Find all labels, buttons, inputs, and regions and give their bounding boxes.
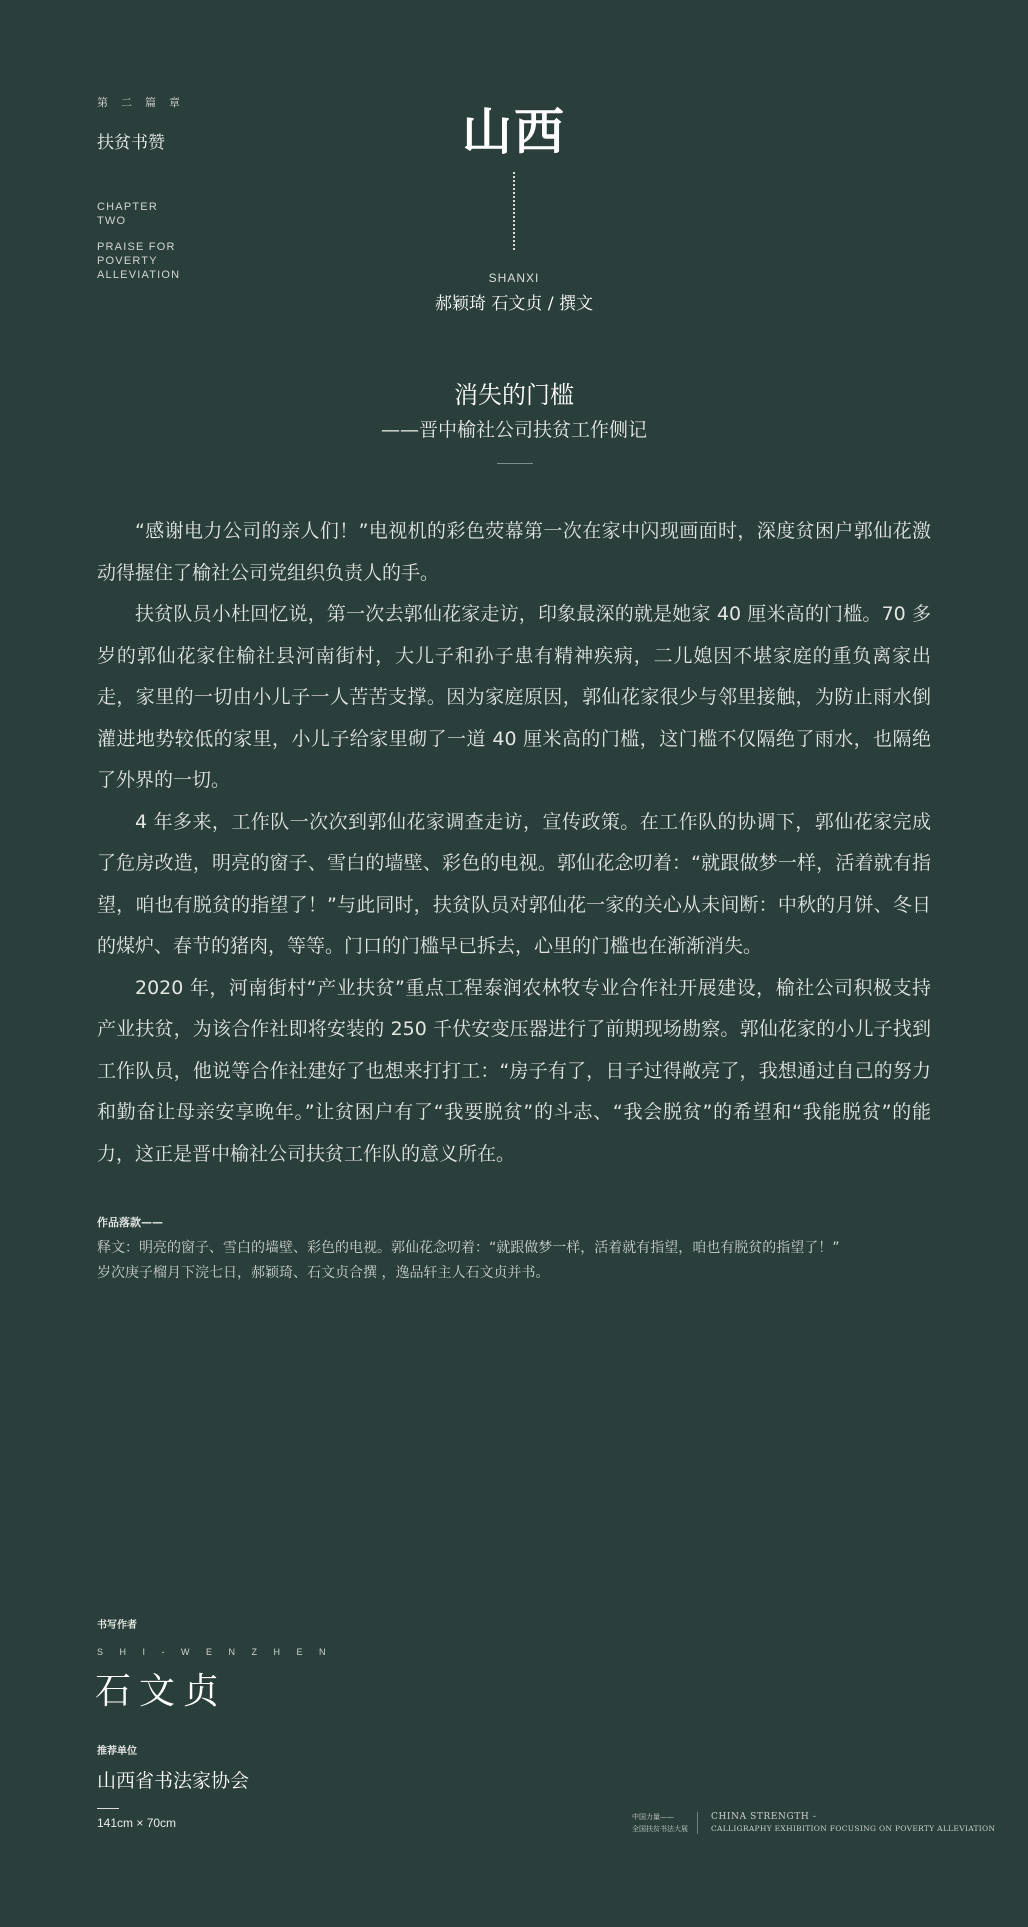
footer-cn-line: 全国扶贫书法大展 [632, 1825, 688, 1833]
inscription-text [97, 1236, 957, 1286]
praise-en [97, 240, 180, 282]
chapter-subtitle: 扶贫书赞 [97, 133, 165, 153]
chapter-en [97, 200, 158, 228]
province-title: 山西 [462, 102, 566, 161]
footer-cn-line: 中国力量—— [632, 1813, 674, 1821]
article-title: 消失的门槛 [454, 381, 574, 409]
praise-en-line: PRAISE FOR [97, 241, 176, 253]
author-name: 石文贞 [95, 1671, 228, 1712]
size-rule [97, 1808, 119, 1809]
inscription-heading: 作品落款—— [97, 1216, 163, 1229]
article-body [97, 511, 931, 1175]
chapter-en-line: CHAPTER [97, 201, 158, 213]
artwork-size: 141cm × 70cm [97, 1816, 177, 1830]
footer-en [711, 1811, 995, 1835]
article-paragraph: “感谢电力公司的亲人们！”电视机的彩色荧幕第一次在家中闪现画面时，深度贫困户郭仙花激动得握住了榆社公司党组织负责人的手。 [97, 520, 931, 584]
title-rule [497, 463, 533, 464]
chapter-en-line: TWO [97, 215, 127, 227]
recommend-label: 推荐单位 [97, 1746, 137, 1757]
article-authors: 郝颖琦 石文贞 / 撰文 [435, 294, 593, 314]
footer-cn [632, 1811, 688, 1835]
footer-en-line: CHINA STRENGTH - [711, 1812, 817, 1822]
chapter-label: 第二篇章 [97, 96, 193, 109]
article-paragraph: 扶贫队员小杜回忆说，第一次去郭仙花家走访，印象最深的就是她家 40 厘米高的门槛。70 多岁的郭仙花家住榆社县河南街村，大儿子和孙子患有精神疾病，二儿媳因不堪家庭的重负离家出走，家里的一切由小儿子一人苦苦支撑。因为家庭原因，郭仙花家很少与邻里接触，为防止雨水倒灌进地势较低的家里，小儿子给家里砌了一道 40 厘米高的门槛，这门槛不仅隔绝了雨水，也隔绝了外界的一切。 [97, 603, 931, 791]
author-label: 书写作者 [97, 1620, 137, 1631]
province-en: SHANXI [488, 271, 540, 285]
dotted-divider [513, 172, 515, 250]
recommend-org: 山西省书法家协会 [97, 1770, 250, 1792]
praise-en-line: ALLEVIATION [97, 269, 181, 281]
author-pinyin: SHI-WENZHEN [97, 1647, 342, 1657]
inscription-line: 释文：明亮的窗子、雪白的墙壁、彩色的电视。郭仙花念叨着：“就跟做梦一样，活着就有指望，咱也有脱贫的指望了！” [97, 1240, 840, 1256]
article-subtitle: ——晋中榆社公司扶贫工作侧记 [380, 419, 647, 441]
praise-en-line: POVERTY [97, 255, 158, 267]
inscription-line: 岁次庚子榴月下浣七日，郝颖琦、石文贞合撰 ，逸品轩主人石文贞并书。 [97, 1265, 550, 1281]
footer-divider [697, 1812, 698, 1834]
article-paragraph: 4 年多来，工作队一次次到郭仙花家调查走访，宣传政策。在工作队的协调下，郭仙花家完成了危房改造，明亮的窗子、雪白的墙壁、彩色的电视。郭仙花念叨着：“就跟做梦一样，活着就有指望，咱也有脱贫的指望了！”与此同时，扶贫队员对郭仙花一家的关心从未间断：中秋的月饼、冬日的煤炉、春节的猪肉，等等。门口的门槛早已拆去，心里的门槛也在渐渐消失。 [97, 810, 931, 957]
footer-en-line: CALLIGRAPHY EXHIBITION FOCUSING ON POVERTY ALLEVIATION [711, 1824, 996, 1833]
article-paragraph: 2020 年，河南街村“产业扶贫”重点工程泰润农林牧专业合作社开展建设，榆社公司积极支持产业扶贫，为该合作社即将安装的 250 千伏安变压器进行了前期现场勘察。郭仙花家的小儿子找到工作队员，他说等合作社建好了也想来打打工：“房子有了，日子过得敞亮了，我想通过自己的努力和勤奋让母亲安享晚年。”让贫困户有了“我要脱贫”的斗志、“我会脱贫”的希望和“我能脱贫”的能力，这正是晋中榆社公司扶贫工作队的意义所在。 [97, 976, 931, 1165]
